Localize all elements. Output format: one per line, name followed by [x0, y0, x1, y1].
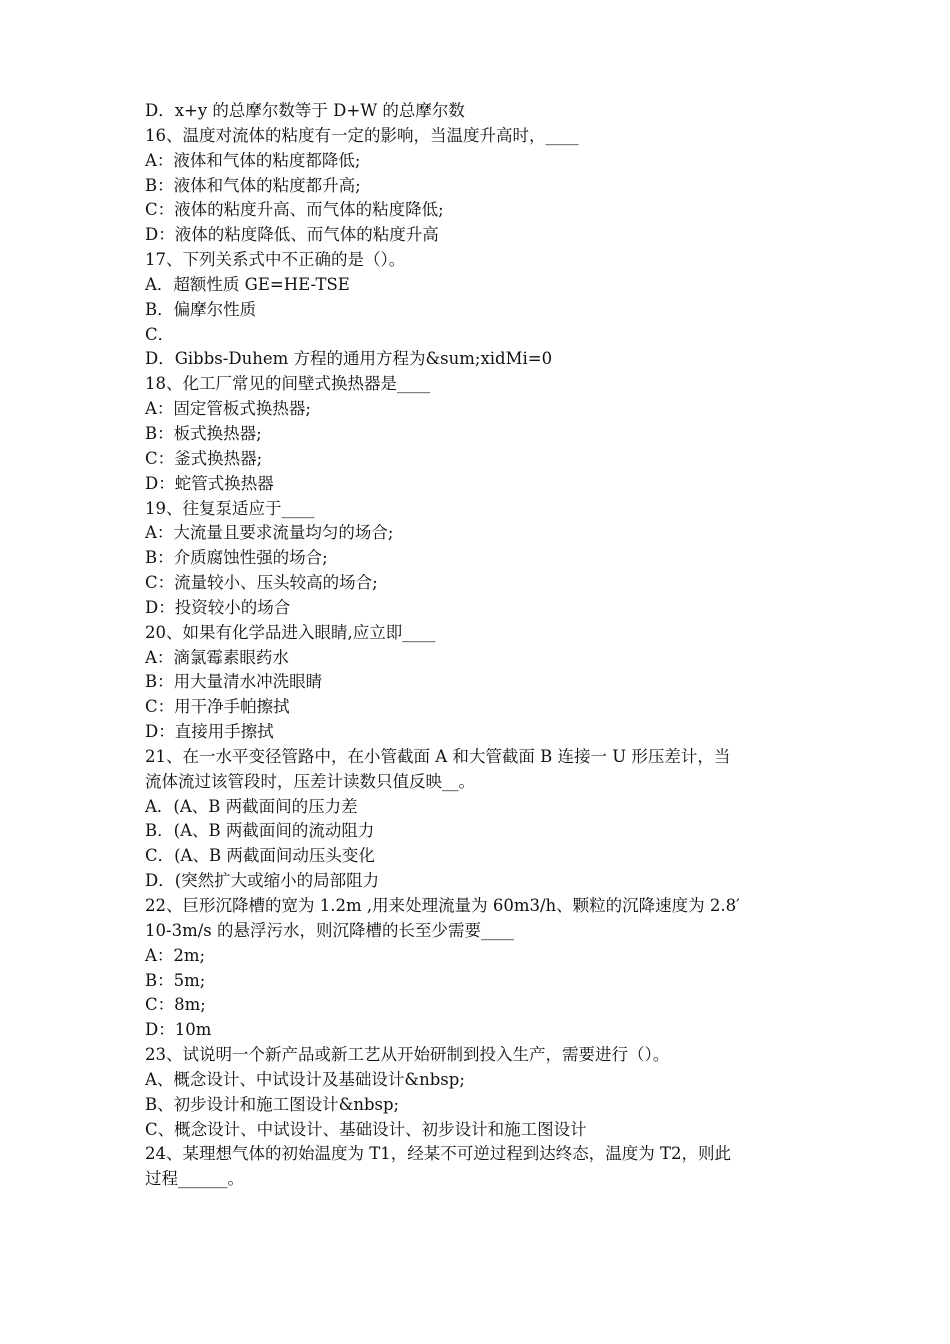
question-16-stem: 16、温度对流体的粘度有一定的影响，当温度升高时，____: [145, 125, 579, 145]
question-21-stem-line-2: 流体流过该管段时，压差计读数只值反映__。: [145, 771, 475, 791]
question-21-stem-line-1: 21、在一水平变径管路中，在小管截面 A 和大管截面 B 连接一 U 形压差计，当: [145, 746, 731, 766]
question-21-option-c: C．(A、B 两截面间动压头变化: [145, 846, 375, 866]
question-20-option-d: D：直接用手擦拭: [145, 722, 274, 742]
question-16-option-c: C：液体的粘度升高、而气体的粘度降低;: [145, 200, 444, 220]
question-19-option-d: D：投资较小的场合: [145, 597, 291, 617]
question-22-option-a: A：2m;: [145, 945, 206, 965]
question-17-option-b: B．偏摩尔性质: [145, 299, 257, 319]
question-19-option-b: B：介质腐蚀性强的场合;: [145, 548, 328, 568]
question-18-option-a: A：固定管板式换热器;: [145, 399, 311, 419]
question-22-option-d: D：10m: [145, 1020, 212, 1040]
question-22-option-b: B：5m;: [145, 970, 206, 990]
question-23-option-b: B、初步设计和施工图设计&nbsp;: [145, 1094, 400, 1114]
question-22-option-c: C：8m;: [145, 995, 206, 1015]
question-23-stem: 23、试说明一个新产品或新工艺从开始研制到投入生产，需要进行（）。: [145, 1045, 670, 1065]
question-16-option-b: B：液体和气体的粘度都升高;: [145, 175, 361, 195]
question-18-option-b: B：板式换热器;: [145, 423, 262, 443]
question-20-option-b: B：用大量清水冲洗眼睛: [145, 672, 323, 692]
question-18-option-d: D：蛇管式换热器: [145, 473, 274, 493]
question-18-option-c: C：釜式换热器;: [145, 448, 263, 468]
question-20-option-a: A：滴氯霉素眼药水: [145, 647, 289, 667]
question-19-stem: 19、往复泵适应于____: [145, 498, 315, 518]
question-23-option-a: A、概念设计、中试设计及基础设计&nbsp;: [145, 1069, 465, 1089]
question-21-option-b: B．(A、B 两截面间的流动阻力: [145, 821, 375, 841]
question-19-option-c: C：流量较小、压头较高的场合;: [145, 573, 378, 593]
text-line: D．x+y 的总摩尔数等于 D+W 的总摩尔数: [145, 101, 465, 120]
document-page: [145, 99, 810, 1192]
question-22-stem-line-2: 10-3m/s 的悬浮污水，则沉降槽的长至少需要____: [145, 920, 514, 940]
question-21-option-d: D．(突然扩大或缩小的局部阻力: [145, 871, 380, 891]
question-17-option-d: D．Gibbs-Duhem 方程的通用方程为&sum;xidMi=0: [145, 349, 553, 369]
question-24-stem-line-2: 过程______。: [145, 1169, 244, 1189]
question-17-option-c: C．: [145, 324, 175, 344]
question-19-option-a: A：大流量且要求流量均匀的场合;: [145, 523, 394, 543]
question-21-option-a: A．(A、B 两截面间的压力差: [145, 796, 358, 816]
question-24-stem-line-1: 24、某理想气体的初始温度为 T1，经某不可逆过程到达终态，温度为 T2，则此: [145, 1144, 731, 1164]
question-17-stem: 17、下列关系式中不正确的是（）。: [145, 250, 406, 270]
question-23-option-c: C、概念设计、中试设计、基础设计、初步设计和施工图设计: [145, 1119, 587, 1139]
question-16-option-d: D：液体的粘度降低、而气体的粘度升高: [145, 225, 439, 245]
question-20-option-c: C：用干净手帕擦拭: [145, 697, 290, 717]
question-22-stem-line-1: 22、巨形沉降槽的宽为 1.2m ,用来处理流量为 60m3/h、颗粒的沉降速度为 2.8′: [145, 896, 740, 915]
question-16-option-a: A：液体和气体的粘度都降低;: [145, 150, 361, 170]
question-20-stem: 20、如果有化学品进入眼睛,应立即____: [145, 622, 436, 642]
question-18-stem: 18、化工厂常见的间壁式换热器是____: [145, 374, 430, 394]
question-17-option-a: A．超额性质 GE=HE-TSE: [145, 274, 350, 294]
